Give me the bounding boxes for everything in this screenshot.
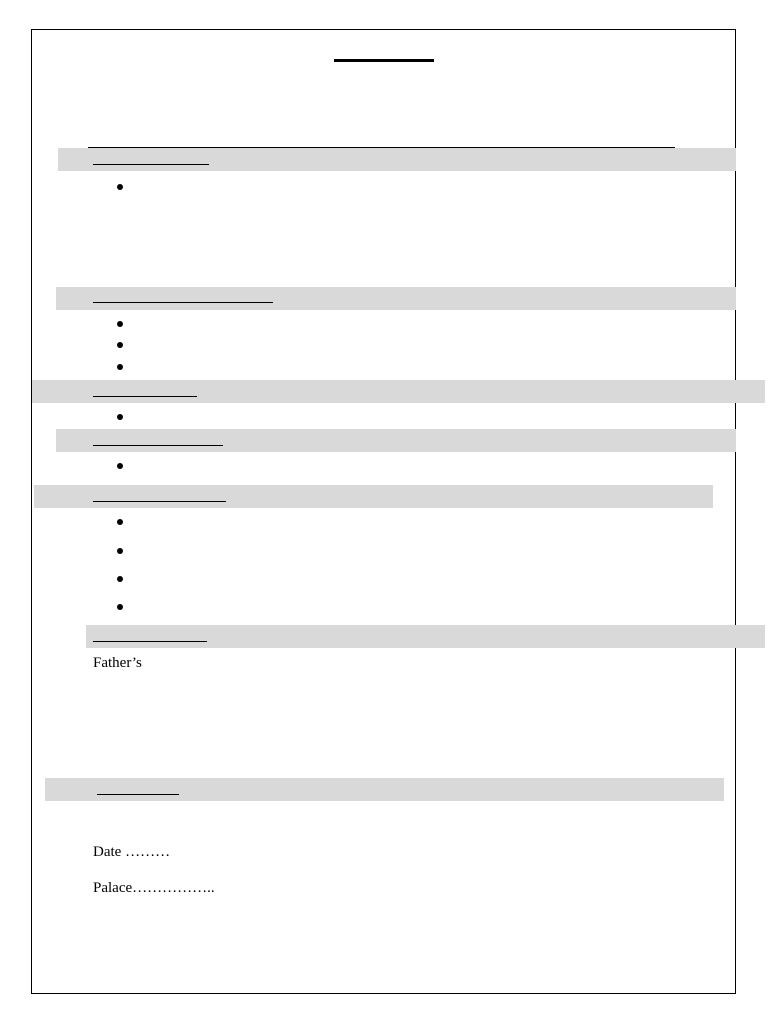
bullet-point	[117, 519, 123, 525]
section-heading-underline-4	[93, 445, 223, 446]
bullet-point	[117, 463, 123, 469]
section-bar-7	[45, 778, 724, 801]
section-bar-5	[34, 485, 713, 508]
fathers-name-label: Father’s	[93, 655, 142, 671]
bullet-point	[117, 414, 123, 420]
bullet-point	[117, 604, 123, 610]
bullet-point	[117, 576, 123, 582]
section-heading-underline-3	[93, 396, 197, 397]
date-label: Date ………	[93, 844, 171, 860]
section-heading-underline-6	[93, 641, 207, 642]
section-heading-underline-2	[93, 302, 273, 303]
bullet-point	[117, 364, 123, 370]
section-bar-6	[86, 625, 765, 648]
section-heading-underline-1	[93, 164, 209, 165]
resume-title-underline	[334, 59, 434, 62]
bullet-point	[117, 342, 123, 348]
section-bar-4	[56, 429, 736, 452]
bullet-point	[117, 321, 123, 327]
section-heading-underline-5	[93, 501, 226, 502]
bullet-point	[117, 548, 123, 554]
bullet-point	[117, 184, 123, 190]
place-label: Palace……………..	[93, 880, 215, 896]
section-heading-underline-7	[97, 794, 179, 795]
section-bar-3	[32, 380, 765, 403]
section-bar-2	[56, 287, 736, 310]
section-bar-1	[58, 148, 736, 171]
